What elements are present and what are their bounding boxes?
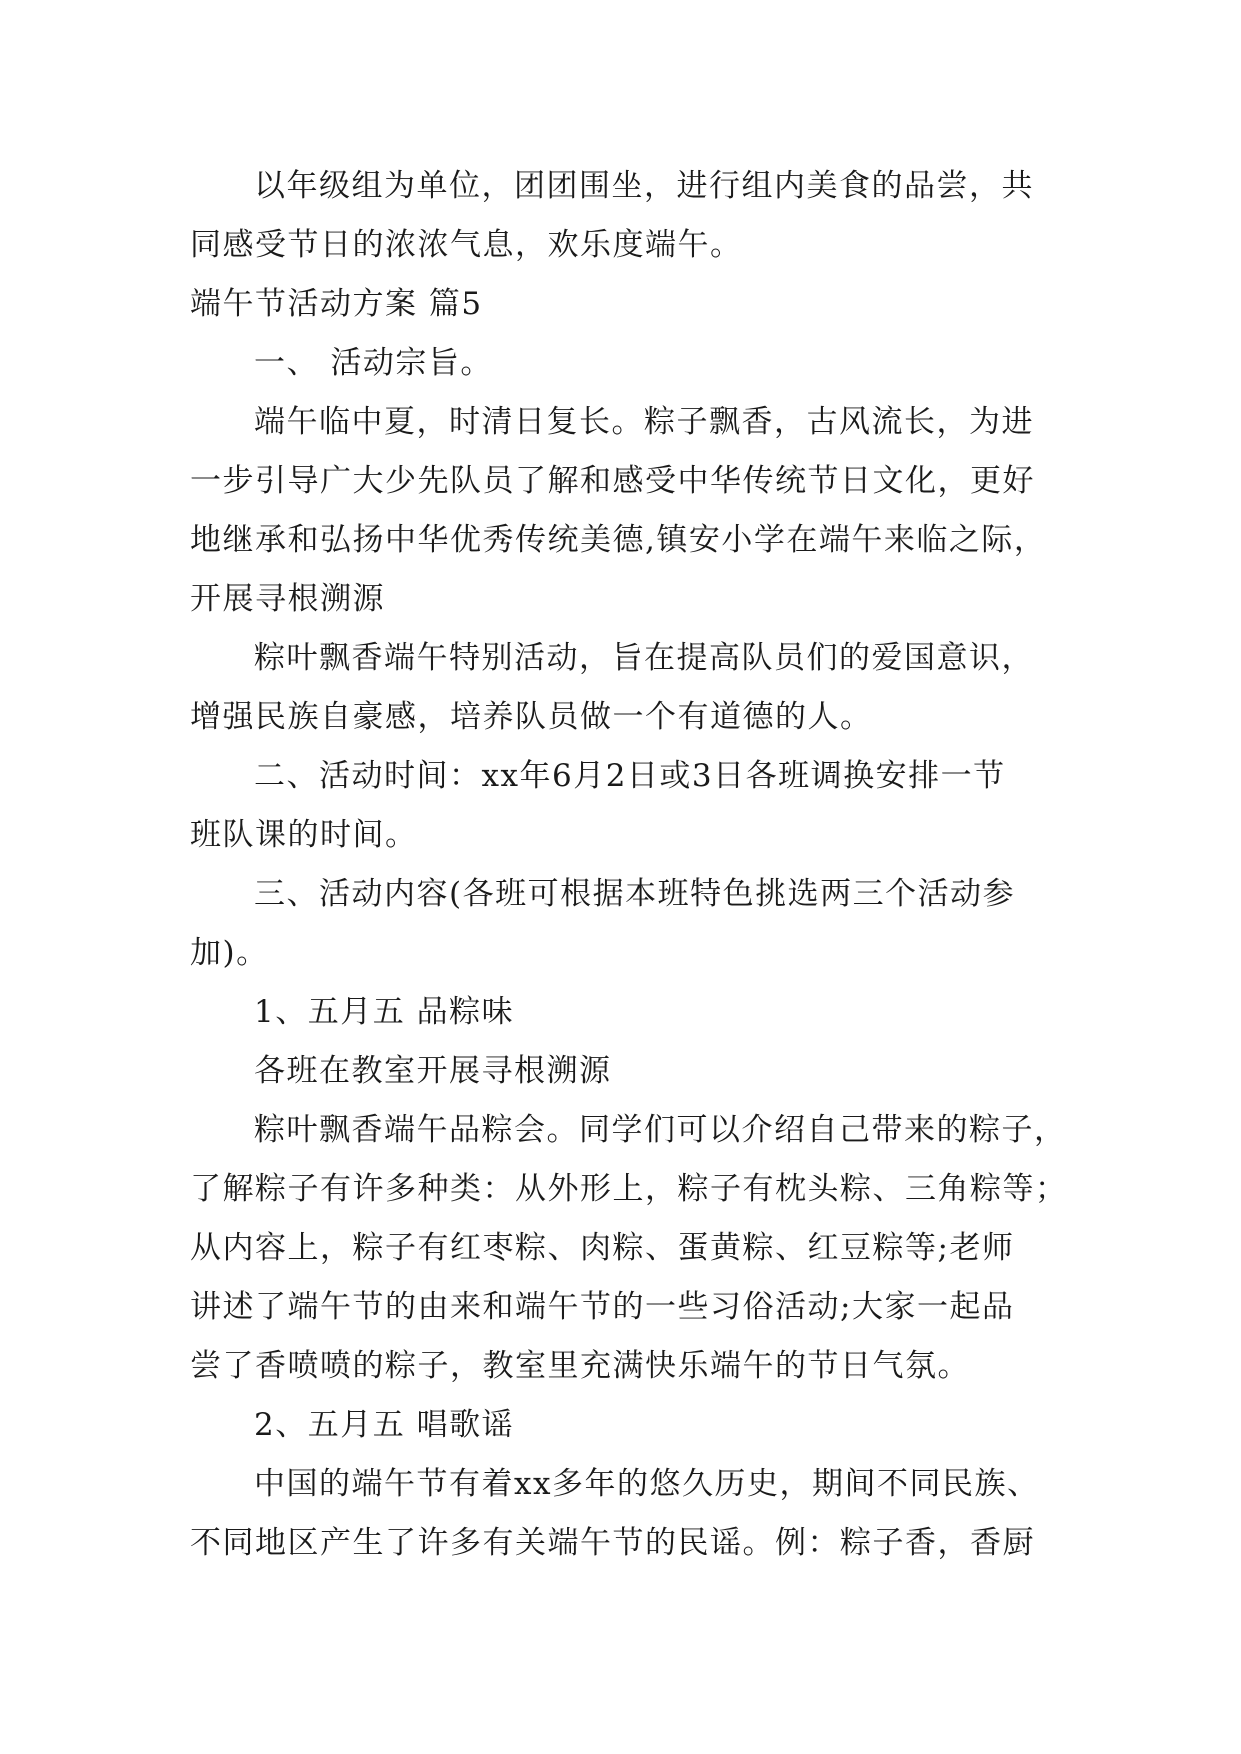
section-title: 端午节活动方案 篇5 bbox=[190, 286, 483, 322]
paragraph-line: 以年级组为单位，团团围坐，进行组内美食的品尝，共 bbox=[254, 168, 1034, 204]
paragraph-line: 不同地区产生了许多有关端午节的民谣。例：粽子香，香厨 bbox=[190, 1525, 1035, 1561]
paragraph-line: 一步引导广大少先队员了解和感受中华传统节日文化，更好 bbox=[190, 463, 1035, 499]
section-heading: 二、活动时间：xx年6月2日或3日各班调换安排一节 bbox=[254, 758, 1006, 794]
subsection-heading: 2、五月五 唱歌谣 bbox=[254, 1407, 515, 1443]
paragraph-line: 开展寻根溯源 bbox=[190, 581, 385, 617]
paragraph-line: 同感受节日的浓浓气息，欢乐度端午。 bbox=[190, 227, 743, 263]
subsection-heading: 1、五月五 品粽味 bbox=[254, 994, 515, 1030]
paragraph-line: 从内容上，粽子有红枣粽、肉粽、蛋黄粽、红豆粽等;老师 bbox=[190, 1230, 1015, 1266]
paragraph-line: 尝了香喷喷的粽子，教室里充满快乐端午的节日气氛。 bbox=[190, 1348, 970, 1384]
paragraph-line: 班队课的时间。 bbox=[190, 817, 418, 853]
paragraph-line: 中国的端午节有着xx多年的悠久历史，期间不同民族、 bbox=[254, 1466, 1040, 1502]
paragraph-line: 各班在教室开展寻根溯源 bbox=[254, 1053, 612, 1089]
paragraph-line: 端午临中夏，时清日复长。粽子飘香，古风流长，为进 bbox=[254, 404, 1034, 440]
paragraph-line: 加)。 bbox=[190, 935, 269, 971]
paragraph-line: 地继承和弘扬中华优秀传统美德,镇安小学在端午来临之际， bbox=[190, 522, 1047, 558]
paragraph-line: 增强民族自豪感，培养队员做一个有道德的人。 bbox=[190, 699, 873, 735]
section-heading: 三、活动内容(各班可根据本班特色挑选两三个活动参 bbox=[254, 876, 1016, 912]
paragraph-line: 讲述了端午节的由来和端午节的一些习俗活动;大家一起品 bbox=[190, 1289, 1015, 1325]
section-heading: 一、 活动宗旨。 bbox=[254, 345, 493, 381]
paragraph-line: 粽叶飘香端午品粽会。同学们可以介绍自己带来的粽子， bbox=[254, 1112, 1067, 1148]
paragraph-line: 了解粽子有许多种类：从外形上，粽子有枕头粽、三角粽等； bbox=[190, 1171, 1068, 1207]
paragraph-line: 粽叶飘香端午特别活动，旨在提高队员们的爱国意识， bbox=[254, 640, 1034, 676]
